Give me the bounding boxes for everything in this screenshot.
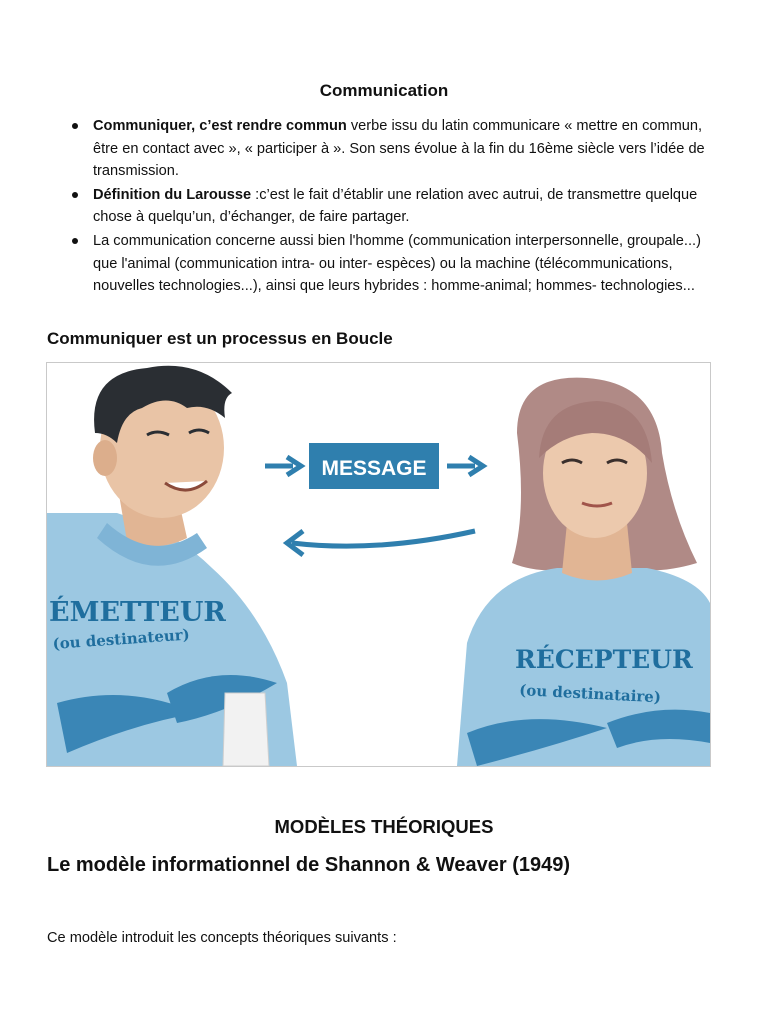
bullet-text: :c’est le fait d’établir une relation avec autrui, de transmettre quelque chose à quelqu’un, d’échanger, de faire partager. xyxy=(93,186,698,226)
list-item xyxy=(93,184,718,229)
bullet-bold-text: Communiquer, c’est rendre commun xyxy=(93,118,347,134)
sender-shirt-label: ÉMETTEUR xyxy=(49,597,226,628)
section-heading: Communiquer est un processus en Boucle xyxy=(47,329,393,348)
models-title: MODÈLES THÉORIQUES xyxy=(274,816,494,837)
list-item xyxy=(93,230,718,298)
intro-line: Ce modèle introduit les concepts théoriques suivants : xyxy=(47,930,397,946)
bullet-bold-text: Définition du Larousse xyxy=(93,186,252,203)
bullet-text: La communication concerne aussi bien l'homme (communication interpersonnelle, groupale...) que l'animal (communication intra- ou inter- espèces) ou la machine (télécommunications, nouvelles technologies...), ainsi que leurs hybrides : homme-animal; hommes- technologies... xyxy=(93,232,701,295)
page-title: Communication xyxy=(319,81,449,100)
definition-list xyxy=(93,115,718,299)
receiver-shirt-sublabel: (ou destinataire) xyxy=(518,681,662,707)
sender-ear xyxy=(93,440,117,476)
sender-shirt-sublabel: (ou destinateur) xyxy=(52,625,191,653)
bullet-text: verbe issu du latin communicare « mettre en commun, être en contact avec », « participer à ». Son sens évolue à la fin du 16ème siècle vers l’idée de transmission. xyxy=(93,118,705,180)
list-item xyxy=(93,115,718,183)
receiver-shirt-label: RÉCEPTEUR xyxy=(515,645,693,674)
illustration-canvas xyxy=(47,363,710,766)
sender-arm xyxy=(223,693,269,766)
message-label: MESSAGE xyxy=(321,457,427,480)
model-subtitle: Le modèle informationnel de Shannon & Weaver (1949) xyxy=(47,854,571,876)
communication-loop-illustration xyxy=(46,362,711,767)
